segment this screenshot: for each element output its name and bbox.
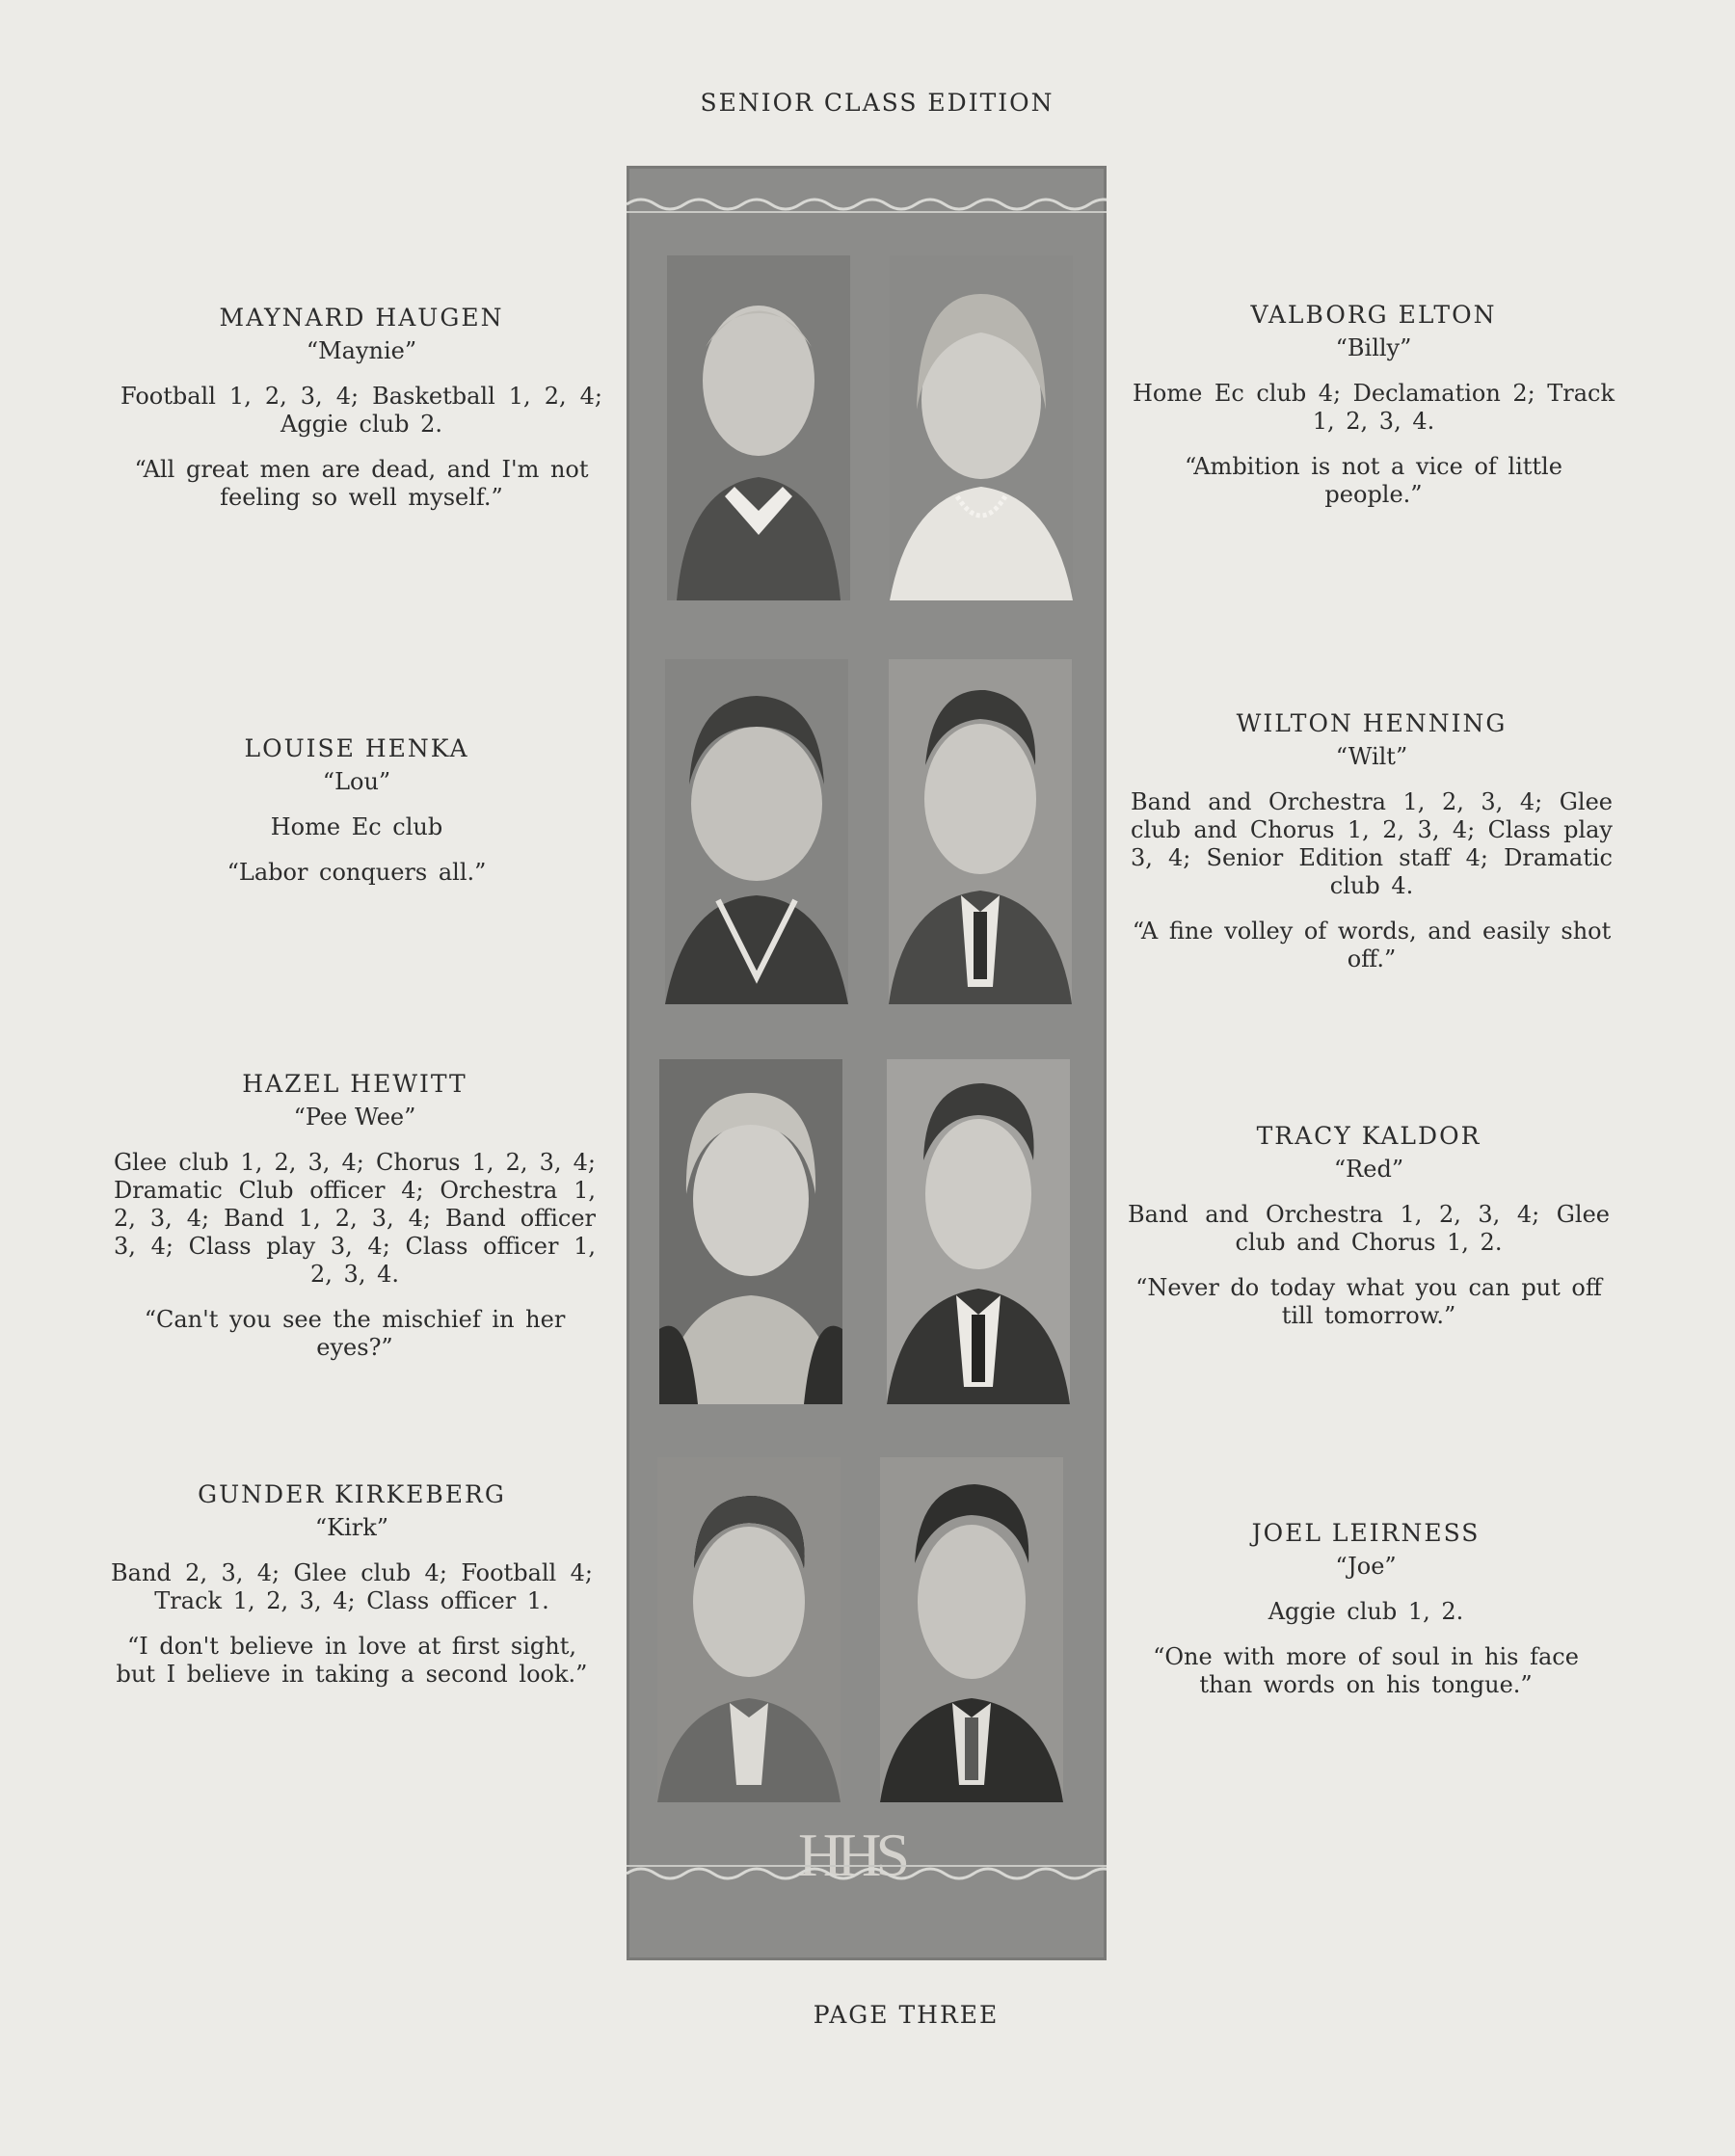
senior-bio-kaldor xyxy=(1128,1122,1610,1330)
student-activities: Home Ec club 4; Declamation 2; Track 1, 2, 3, 4. xyxy=(1133,380,1615,435)
senior-bio-elton xyxy=(1133,301,1615,509)
student-name: WILTON HENNING xyxy=(1236,709,1508,737)
student-name: TRACY KALDOR xyxy=(1256,1122,1481,1150)
student-nickname: “Red” xyxy=(1333,1156,1404,1183)
portrait-kaldor xyxy=(887,1059,1070,1404)
student-nickname: “Lou” xyxy=(322,768,391,795)
student-quote: “Labor conquers all.” xyxy=(227,859,487,886)
portrait-hewitt xyxy=(659,1059,842,1404)
student-nickname: “Pee Wee” xyxy=(293,1104,416,1131)
student-quote: “Ambition is not a vice of little people.” xyxy=(1185,453,1562,508)
student-activities: Aggie club 1, 2. xyxy=(1268,1598,1464,1625)
student-nickname: “Wilt” xyxy=(1335,743,1408,770)
student-quote: “A fine volley of words, and easily shot off.” xyxy=(1132,918,1612,972)
portrait-henning xyxy=(889,659,1072,1004)
senior-bio-leirness xyxy=(1125,1519,1607,1699)
student-quote: “Can't you see the mischief in her eyes?” xyxy=(144,1306,566,1361)
hhs-monogram xyxy=(798,1816,943,1903)
student-activities: Glee club 1, 2, 3, 4; Chorus 1, 2, 3, 4; Dramatic Club officer 4; Orchestra 1, 2, 3, 4; Band 1, 2, 3, 4; Band officer 3, 4; Class play 3, 4; Class officer 1, 2, 3, 4. xyxy=(114,1149,596,1288)
senior-bio-henka xyxy=(116,734,598,887)
senior-bio-haugen xyxy=(120,304,602,512)
student-activities: Band 2, 3, 4; Glee club 4; Football 4; Track 1, 2, 3, 4; Class officer 1. xyxy=(111,1559,593,1614)
student-name: HAZEL HEWITT xyxy=(242,1070,467,1098)
student-quote: “One with more of soul in his face than words on his tongue.” xyxy=(1153,1643,1579,1698)
student-quote: “I don't believe in love at first sight, but I believe in taking a second look.” xyxy=(116,1633,588,1688)
student-name: MAYNARD HAUGEN xyxy=(219,304,504,332)
top-wave-border xyxy=(627,193,1107,216)
photo-panel xyxy=(627,166,1107,1960)
bottom-wave-border xyxy=(627,1862,1107,1885)
student-name: VALBORG ELTON xyxy=(1250,301,1497,329)
student-activities: Football 1, 2, 3, 4; Basketball 1, 2, 4; Aggie club 2. xyxy=(120,383,602,438)
portrait-kirkeberg xyxy=(657,1457,841,1802)
student-name: JOEL LEIRNESS xyxy=(1251,1519,1481,1547)
student-name: LOUISE HENKA xyxy=(244,734,469,762)
student-nickname: “Billy” xyxy=(1335,334,1412,361)
student-activities: Band and Orchestra 1, 2, 3, 4; Glee club and Chorus 1, 2, 3, 4; Class play 3, 4; Senior Edition staff 4; Dramatic club 4. xyxy=(1131,788,1613,899)
student-activities: Band and Orchestra 1, 2, 3, 4; Glee club and Chorus 1, 2. xyxy=(1128,1201,1610,1256)
student-activities: Home Ec club xyxy=(270,813,443,840)
senior-bio-hewitt xyxy=(114,1070,596,1362)
student-quote: “Never do today what you can put off till tomorrow.” xyxy=(1135,1274,1602,1329)
page-footer: PAGE THREE xyxy=(813,2001,1000,2029)
monogram-text: HHS xyxy=(798,1821,905,1889)
student-nickname: “Kirk” xyxy=(314,1514,389,1541)
portrait-henka xyxy=(665,659,848,1004)
portrait-leirness xyxy=(880,1457,1063,1802)
page-header: SENIOR CLASS EDITION xyxy=(700,89,1054,117)
student-name: GUNDER KIRKEBERG xyxy=(198,1480,506,1508)
senior-bio-kirkeberg xyxy=(111,1480,593,1689)
senior-bio-henning xyxy=(1131,709,1613,973)
student-nickname: “Maynie” xyxy=(306,337,417,364)
student-nickname: “Joe” xyxy=(1335,1553,1397,1580)
portrait-elton xyxy=(890,255,1073,600)
portrait-haugen xyxy=(667,255,850,600)
student-quote: “All great men are dead, and I'm not feeling so well myself.” xyxy=(134,456,589,511)
